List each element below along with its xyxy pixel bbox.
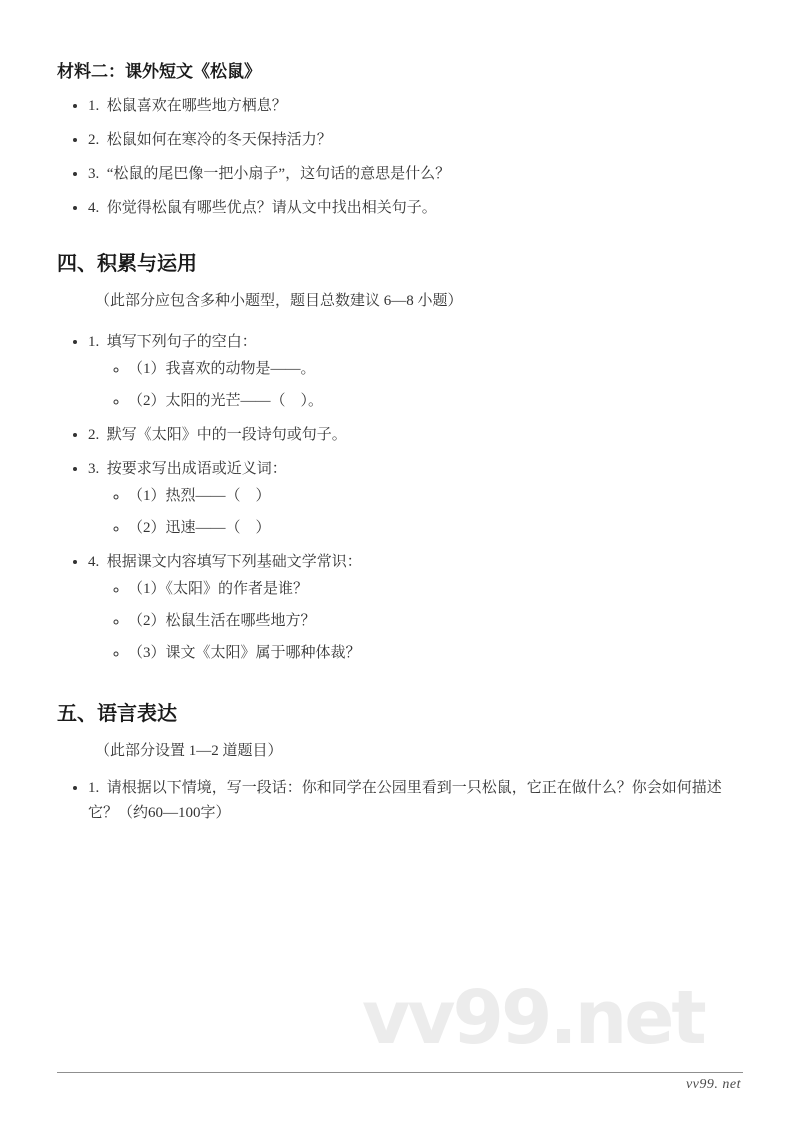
question-item [88, 551, 745, 664]
sub-question-item: ◦ （2）松鼠生活在哪些地方？ [128, 611, 745, 632]
material-two-heading: 材料二：课外短文《松鼠》 [57, 62, 261, 81]
question-item [88, 95, 745, 117]
question-text: 1. 填写下列句子的空白： [88, 334, 257, 350]
footer-site-label: vv99. net [685, 1077, 741, 1092]
section-five-question-list [57, 775, 745, 826]
sub-question-list [88, 579, 745, 664]
question-text: 3. 按要求写出成语或近义词： [88, 461, 287, 477]
question-item [88, 163, 745, 185]
section-four-question-list [57, 331, 745, 664]
section-four-heading: 四、积累与运用 [57, 253, 197, 275]
material-question-list [57, 95, 745, 219]
question-item [88, 129, 745, 151]
question-text: 2. 松鼠如何在寒冷的冬天保持活力？ [88, 132, 332, 148]
question-text: 4. 根据课文内容填写下列基础文学常识： [88, 554, 362, 570]
section-five-heading: 五、语言表达 [57, 703, 177, 725]
sub-question-item: ◦ （1）《太阳》的作者是谁？ [128, 579, 745, 600]
question-text: 2. 默写《太阳》中的一段诗句或句子。 [88, 427, 347, 443]
question-item [88, 424, 745, 446]
question-text: 3. “松鼠的尾巴像一把小扇子”，这句话的意思是什么？ [88, 166, 451, 182]
sub-question-item: ◦ （1）我喜欢的动物是——。 [128, 359, 745, 380]
question-item [88, 331, 745, 412]
watermark-text: vv99.net [362, 975, 704, 1061]
footer-rule [57, 1072, 743, 1073]
question-text: 1. 松鼠喜欢在哪些地方栖息？ [88, 98, 287, 114]
question-text: 4. 你觉得松鼠有哪些优点？请从文中找出相关句子。 [88, 200, 437, 216]
question-item [88, 458, 745, 539]
question-item: • 1. 请根据以下情境，写一段话：你和同学在公园里看到一只松鼠，它正在做什么？你会如何描述它？（约60—100字） [88, 775, 745, 826]
question-item [88, 197, 745, 219]
section-five-note: （此部分设置 1—2 道题目） [95, 743, 283, 759]
sub-question-item: ◦ （2）迅速——（ ） [128, 518, 745, 539]
sub-question-list [88, 359, 745, 412]
sub-question-item: ◦ （2）太阳的光芒——（ ）。 [128, 391, 745, 412]
sub-question-item: ◦ （1）热烈——（ ） [128, 486, 745, 507]
sub-question-list [88, 486, 745, 539]
section-four-note: （此部分应包含多种小题型，题目总数建议 6—8 小题） [95, 293, 463, 309]
sub-question-item: ◦ （3）课文《太阳》属于哪种体裁？ [128, 643, 745, 664]
